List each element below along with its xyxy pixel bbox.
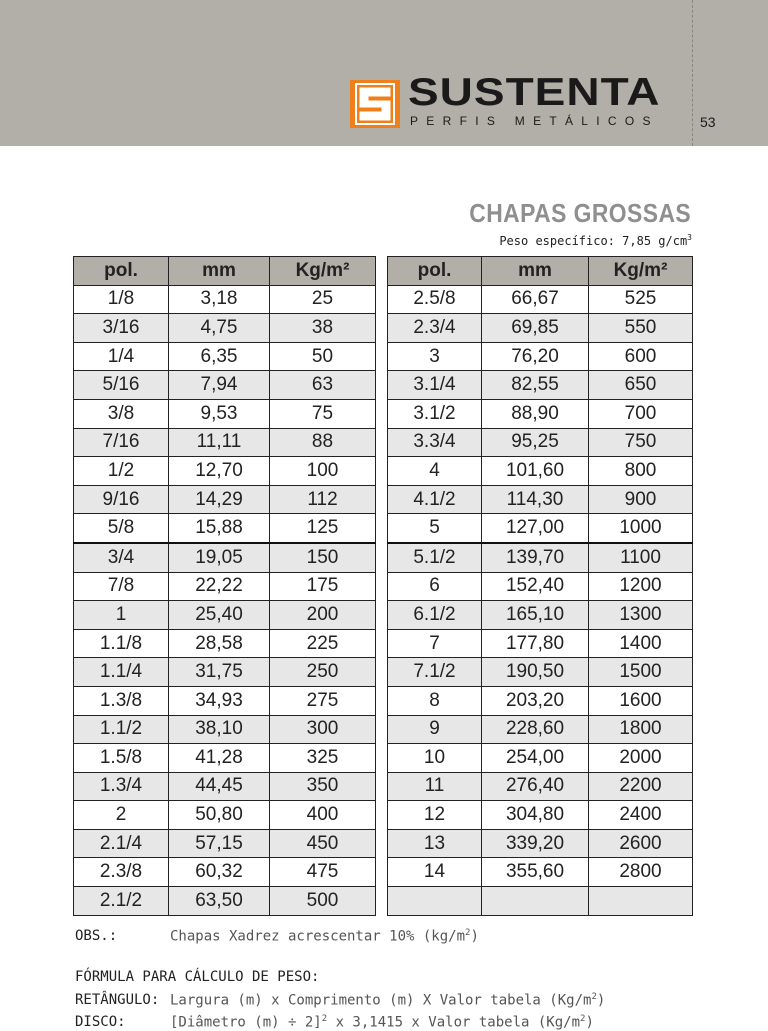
cell-mm: 82,55 xyxy=(482,371,589,400)
cell-mm: 50,80 xyxy=(169,801,270,830)
cell-pol: 7/16 xyxy=(74,428,169,457)
cell-kgm2: 1800 xyxy=(589,715,693,744)
header-kgm2: Kg/m² xyxy=(270,257,376,286)
cell-pol: 7.1/2 xyxy=(388,658,482,687)
cell-pol: 6.1/2 xyxy=(388,601,482,630)
cell-pol: 5.1/2 xyxy=(388,543,482,572)
table-row xyxy=(74,314,376,343)
cell-kgm2: 175 xyxy=(270,572,376,601)
table-row xyxy=(388,285,693,314)
table-row xyxy=(388,371,693,400)
table-row xyxy=(388,801,693,830)
cell-mm: 114,30 xyxy=(482,485,589,514)
cell-kgm2: 225 xyxy=(270,629,376,658)
cell-mm: 276,40 xyxy=(482,772,589,801)
cell-mm: 127,00 xyxy=(482,514,589,543)
page-number: 53 xyxy=(700,114,716,130)
table-row xyxy=(388,629,693,658)
table-row xyxy=(388,658,693,687)
cell-mm: 22,22 xyxy=(169,572,270,601)
cell-kgm2: 2200 xyxy=(589,772,693,801)
disc-text-a: [Diâmetro (m) ÷ 2] xyxy=(170,1014,322,1031)
cell-mm: 25,40 xyxy=(169,601,270,630)
cell-kgm2: 1200 xyxy=(589,572,693,601)
cell-pol: 3.1/4 xyxy=(388,371,482,400)
cell-pol: 1.5/8 xyxy=(74,744,169,773)
cell-mm: 19,05 xyxy=(169,543,270,572)
disc-text-tail: ) xyxy=(585,1014,594,1031)
table-row xyxy=(74,342,376,371)
table-row xyxy=(74,285,376,314)
cell-mm: 63,50 xyxy=(169,887,270,916)
table-header-row xyxy=(388,257,693,286)
cell-pol: 10 xyxy=(388,744,482,773)
brand-tagline: PERFIS METÁLICOS xyxy=(410,114,659,128)
cell-kgm2: 2400 xyxy=(589,801,693,830)
specific-weight-exponent: 3 xyxy=(687,233,692,242)
obs-text-tail: ) xyxy=(470,928,479,945)
table-row xyxy=(74,457,376,486)
cell-pol: 6 xyxy=(388,572,482,601)
cell-kgm2: 50 xyxy=(270,342,376,371)
table-row xyxy=(388,314,693,343)
cell-kgm2: 150 xyxy=(270,543,376,572)
header-mm: mm xyxy=(169,257,270,286)
cell-kgm2: 25 xyxy=(270,285,376,314)
cell-pol: 13 xyxy=(388,829,482,858)
cell-mm: 190,50 xyxy=(482,658,589,687)
cell-pol: 1.3/8 xyxy=(74,686,169,715)
cell-kgm2 xyxy=(589,887,693,916)
cell-pol: 3 xyxy=(388,342,482,371)
table-row xyxy=(388,686,693,715)
cell-mm: 139,70 xyxy=(482,543,589,572)
cell-kgm2: 900 xyxy=(589,485,693,514)
cell-pol: 8 xyxy=(388,686,482,715)
cell-mm: 12,70 xyxy=(169,457,270,486)
table-row xyxy=(388,601,693,630)
cell-mm: 38,10 xyxy=(169,715,270,744)
cell-mm: 76,20 xyxy=(482,342,589,371)
cell-pol: 1/2 xyxy=(74,457,169,486)
cell-mm: 11,11 xyxy=(169,428,270,457)
table-row xyxy=(74,887,376,916)
cell-mm: 6,35 xyxy=(169,342,270,371)
cell-pol: 9/16 xyxy=(74,485,169,514)
cell-pol: 4 xyxy=(388,457,482,486)
disc-text-b: x 3,1415 x Valor tabela (Kg/m xyxy=(327,1014,581,1031)
cell-kgm2: 325 xyxy=(270,744,376,773)
specific-weight xyxy=(499,233,692,248)
cell-pol: 5/8 xyxy=(74,514,169,543)
cell-pol: 5 xyxy=(388,514,482,543)
cell-mm: 28,58 xyxy=(169,629,270,658)
cell-pol: 3/4 xyxy=(74,543,169,572)
cell-pol: 1.1/2 xyxy=(74,715,169,744)
table-row xyxy=(74,428,376,457)
cell-kgm2: 400 xyxy=(270,801,376,830)
cell-pol: 2.1/2 xyxy=(74,887,169,916)
header-mm: mm xyxy=(482,257,589,286)
cell-kgm2: 38 xyxy=(270,314,376,343)
cell-mm: 355,60 xyxy=(482,858,589,887)
cell-kgm2: 1400 xyxy=(589,629,693,658)
brand-name: SUSTENTA xyxy=(408,69,661,114)
cell-mm: 4,75 xyxy=(169,314,270,343)
cell-kgm2: 2600 xyxy=(589,829,693,858)
table-row xyxy=(388,887,693,916)
table-row xyxy=(388,858,693,887)
cell-pol: 3.1/2 xyxy=(388,399,482,428)
trim-line xyxy=(692,0,693,146)
cell-kgm2: 300 xyxy=(270,715,376,744)
table-row xyxy=(388,744,693,773)
header-band xyxy=(0,0,768,146)
cell-kgm2: 650 xyxy=(589,371,693,400)
table-row xyxy=(74,658,376,687)
cell-mm: 304,80 xyxy=(482,801,589,830)
table-row xyxy=(74,801,376,830)
cell-mm: 57,15 xyxy=(169,829,270,858)
table-row xyxy=(388,514,693,543)
cell-pol: 1 xyxy=(74,601,169,630)
cell-kgm2: 475 xyxy=(270,858,376,887)
cell-pol: 7 xyxy=(388,629,482,658)
cell-mm: 88,90 xyxy=(482,399,589,428)
cell-kgm2: 700 xyxy=(589,399,693,428)
disc-formula xyxy=(75,1014,594,1031)
cell-pol: 3/8 xyxy=(74,399,169,428)
table-row xyxy=(74,514,376,543)
page-title: CHAPAS GROSSAS xyxy=(469,198,691,228)
cell-mm: 203,20 xyxy=(482,686,589,715)
cell-pol: 1/8 xyxy=(74,285,169,314)
cell-pol xyxy=(388,887,482,916)
table-row xyxy=(74,543,376,572)
cell-pol: 2.3/4 xyxy=(388,314,482,343)
table-row xyxy=(74,858,376,887)
cell-mm: 165,10 xyxy=(482,601,589,630)
cell-mm: 152,40 xyxy=(482,572,589,601)
table-row xyxy=(74,629,376,658)
header-pol: pol. xyxy=(74,257,169,286)
table-right xyxy=(387,256,693,916)
cell-pol: 11 xyxy=(388,772,482,801)
sustenta-logo-icon xyxy=(350,80,400,128)
cell-kgm2: 200 xyxy=(270,601,376,630)
table-row xyxy=(388,772,693,801)
cell-pol: 7/8 xyxy=(74,572,169,601)
rectangle-text-main: Largura (m) x Comprimento (m) X Valor tabela (Kg/m xyxy=(170,992,592,1009)
cell-mm: 254,00 xyxy=(482,744,589,773)
cell-kgm2: 525 xyxy=(589,285,693,314)
table-row xyxy=(388,543,693,572)
cell-mm: 34,93 xyxy=(169,686,270,715)
cell-mm: 177,80 xyxy=(482,629,589,658)
disc-text xyxy=(170,1014,594,1031)
cell-kgm2: 450 xyxy=(270,829,376,858)
rectangle-text-tail: ) xyxy=(596,992,606,1009)
rectangle-text xyxy=(170,992,605,1009)
table-row xyxy=(74,829,376,858)
header-pol: pol. xyxy=(388,257,482,286)
cell-mm: 339,20 xyxy=(482,829,589,858)
cell-kgm2: 500 xyxy=(270,887,376,916)
cell-pol: 3/16 xyxy=(74,314,169,343)
cell-pol: 1/4 xyxy=(74,342,169,371)
table-row xyxy=(74,744,376,773)
cell-mm: 14,29 xyxy=(169,485,270,514)
cell-mm: 3,18 xyxy=(169,285,270,314)
table-row xyxy=(74,686,376,715)
disc-exponent-a: 2 xyxy=(321,1014,328,1024)
table-row xyxy=(74,371,376,400)
cell-kgm2: 600 xyxy=(589,342,693,371)
cell-mm: 44,45 xyxy=(169,772,270,801)
table-row xyxy=(74,572,376,601)
table-row xyxy=(74,601,376,630)
obs-text xyxy=(170,928,479,945)
table-row xyxy=(74,485,376,514)
formula-heading: FÓRMULA PARA CÁLCULO DE PESO: xyxy=(75,969,320,985)
table-row xyxy=(388,342,693,371)
cell-kgm2: 550 xyxy=(589,314,693,343)
obs-note xyxy=(75,928,479,945)
rectangle-label: RETÂNGULO: xyxy=(75,992,160,1008)
cell-kgm2: 88 xyxy=(270,428,376,457)
cell-kgm2: 750 xyxy=(589,428,693,457)
table-left xyxy=(73,256,376,916)
obs-exponent: 2 xyxy=(465,928,471,938)
cell-mm: 95,25 xyxy=(482,428,589,457)
cell-kgm2: 250 xyxy=(270,658,376,687)
cell-mm: 31,75 xyxy=(169,658,270,687)
cell-kgm2: 1500 xyxy=(589,658,693,687)
cell-kgm2: 2000 xyxy=(589,744,693,773)
cell-pol: 12 xyxy=(388,801,482,830)
table-row xyxy=(74,715,376,744)
rectangle-formula xyxy=(75,992,606,1009)
cell-kgm2: 1100 xyxy=(589,543,693,572)
cell-mm: 7,94 xyxy=(169,371,270,400)
cell-mm xyxy=(482,887,589,916)
cell-kgm2: 1000 xyxy=(589,514,693,543)
cell-pol: 14 xyxy=(388,858,482,887)
cell-mm: 69,85 xyxy=(482,314,589,343)
header-kgm2: Kg/m² xyxy=(589,257,693,286)
cell-kgm2: 1600 xyxy=(589,686,693,715)
specific-weight-text: Peso específico: 7,85 g/cm xyxy=(499,234,688,248)
disc-exponent-b: 2 xyxy=(580,1014,586,1024)
obs-label: OBS.: xyxy=(75,928,118,944)
cell-pol: 1.1/8 xyxy=(74,629,169,658)
cell-kgm2: 2800 xyxy=(589,858,693,887)
disc-label: DISCO: xyxy=(75,1014,126,1030)
rectangle-exponent: 2 xyxy=(591,992,597,1002)
cell-pol: 1.3/4 xyxy=(74,772,169,801)
cell-kgm2: 63 xyxy=(270,371,376,400)
cell-pol: 2.3/8 xyxy=(74,858,169,887)
cell-pol: 1.1/4 xyxy=(74,658,169,687)
cell-kgm2: 1300 xyxy=(589,601,693,630)
cell-pol: 9 xyxy=(388,715,482,744)
table-row xyxy=(388,457,693,486)
cell-kgm2: 800 xyxy=(589,457,693,486)
cell-mm: 101,60 xyxy=(482,457,589,486)
cell-mm: 66,67 xyxy=(482,285,589,314)
obs-text-main: Chapas Xadrez acrescentar 10% (kg/m xyxy=(170,928,466,945)
cell-pol: 2 xyxy=(74,801,169,830)
cell-kgm2: 125 xyxy=(270,514,376,543)
cell-pol: 5/16 xyxy=(74,371,169,400)
cell-pol: 4.1/2 xyxy=(388,485,482,514)
cell-mm: 41,28 xyxy=(169,744,270,773)
cell-kgm2: 275 xyxy=(270,686,376,715)
cell-mm: 9,53 xyxy=(169,399,270,428)
cell-mm: 228,60 xyxy=(482,715,589,744)
table-row xyxy=(388,829,693,858)
table-row xyxy=(388,572,693,601)
cell-pol: 2.5/8 xyxy=(388,285,482,314)
cell-kgm2: 75 xyxy=(270,399,376,428)
table-row xyxy=(388,485,693,514)
table-row xyxy=(388,428,693,457)
table-row xyxy=(388,715,693,744)
cell-kgm2: 100 xyxy=(270,457,376,486)
cell-kgm2: 112 xyxy=(270,485,376,514)
table-row xyxy=(74,399,376,428)
table-row xyxy=(388,399,693,428)
cell-pol: 3.3/4 xyxy=(388,428,482,457)
cell-mm: 60,32 xyxy=(169,858,270,887)
table-header-row xyxy=(74,257,376,286)
table-row xyxy=(74,772,376,801)
cell-pol: 2.1/4 xyxy=(74,829,169,858)
cell-kgm2: 350 xyxy=(270,772,376,801)
cell-mm: 15,88 xyxy=(169,514,270,543)
